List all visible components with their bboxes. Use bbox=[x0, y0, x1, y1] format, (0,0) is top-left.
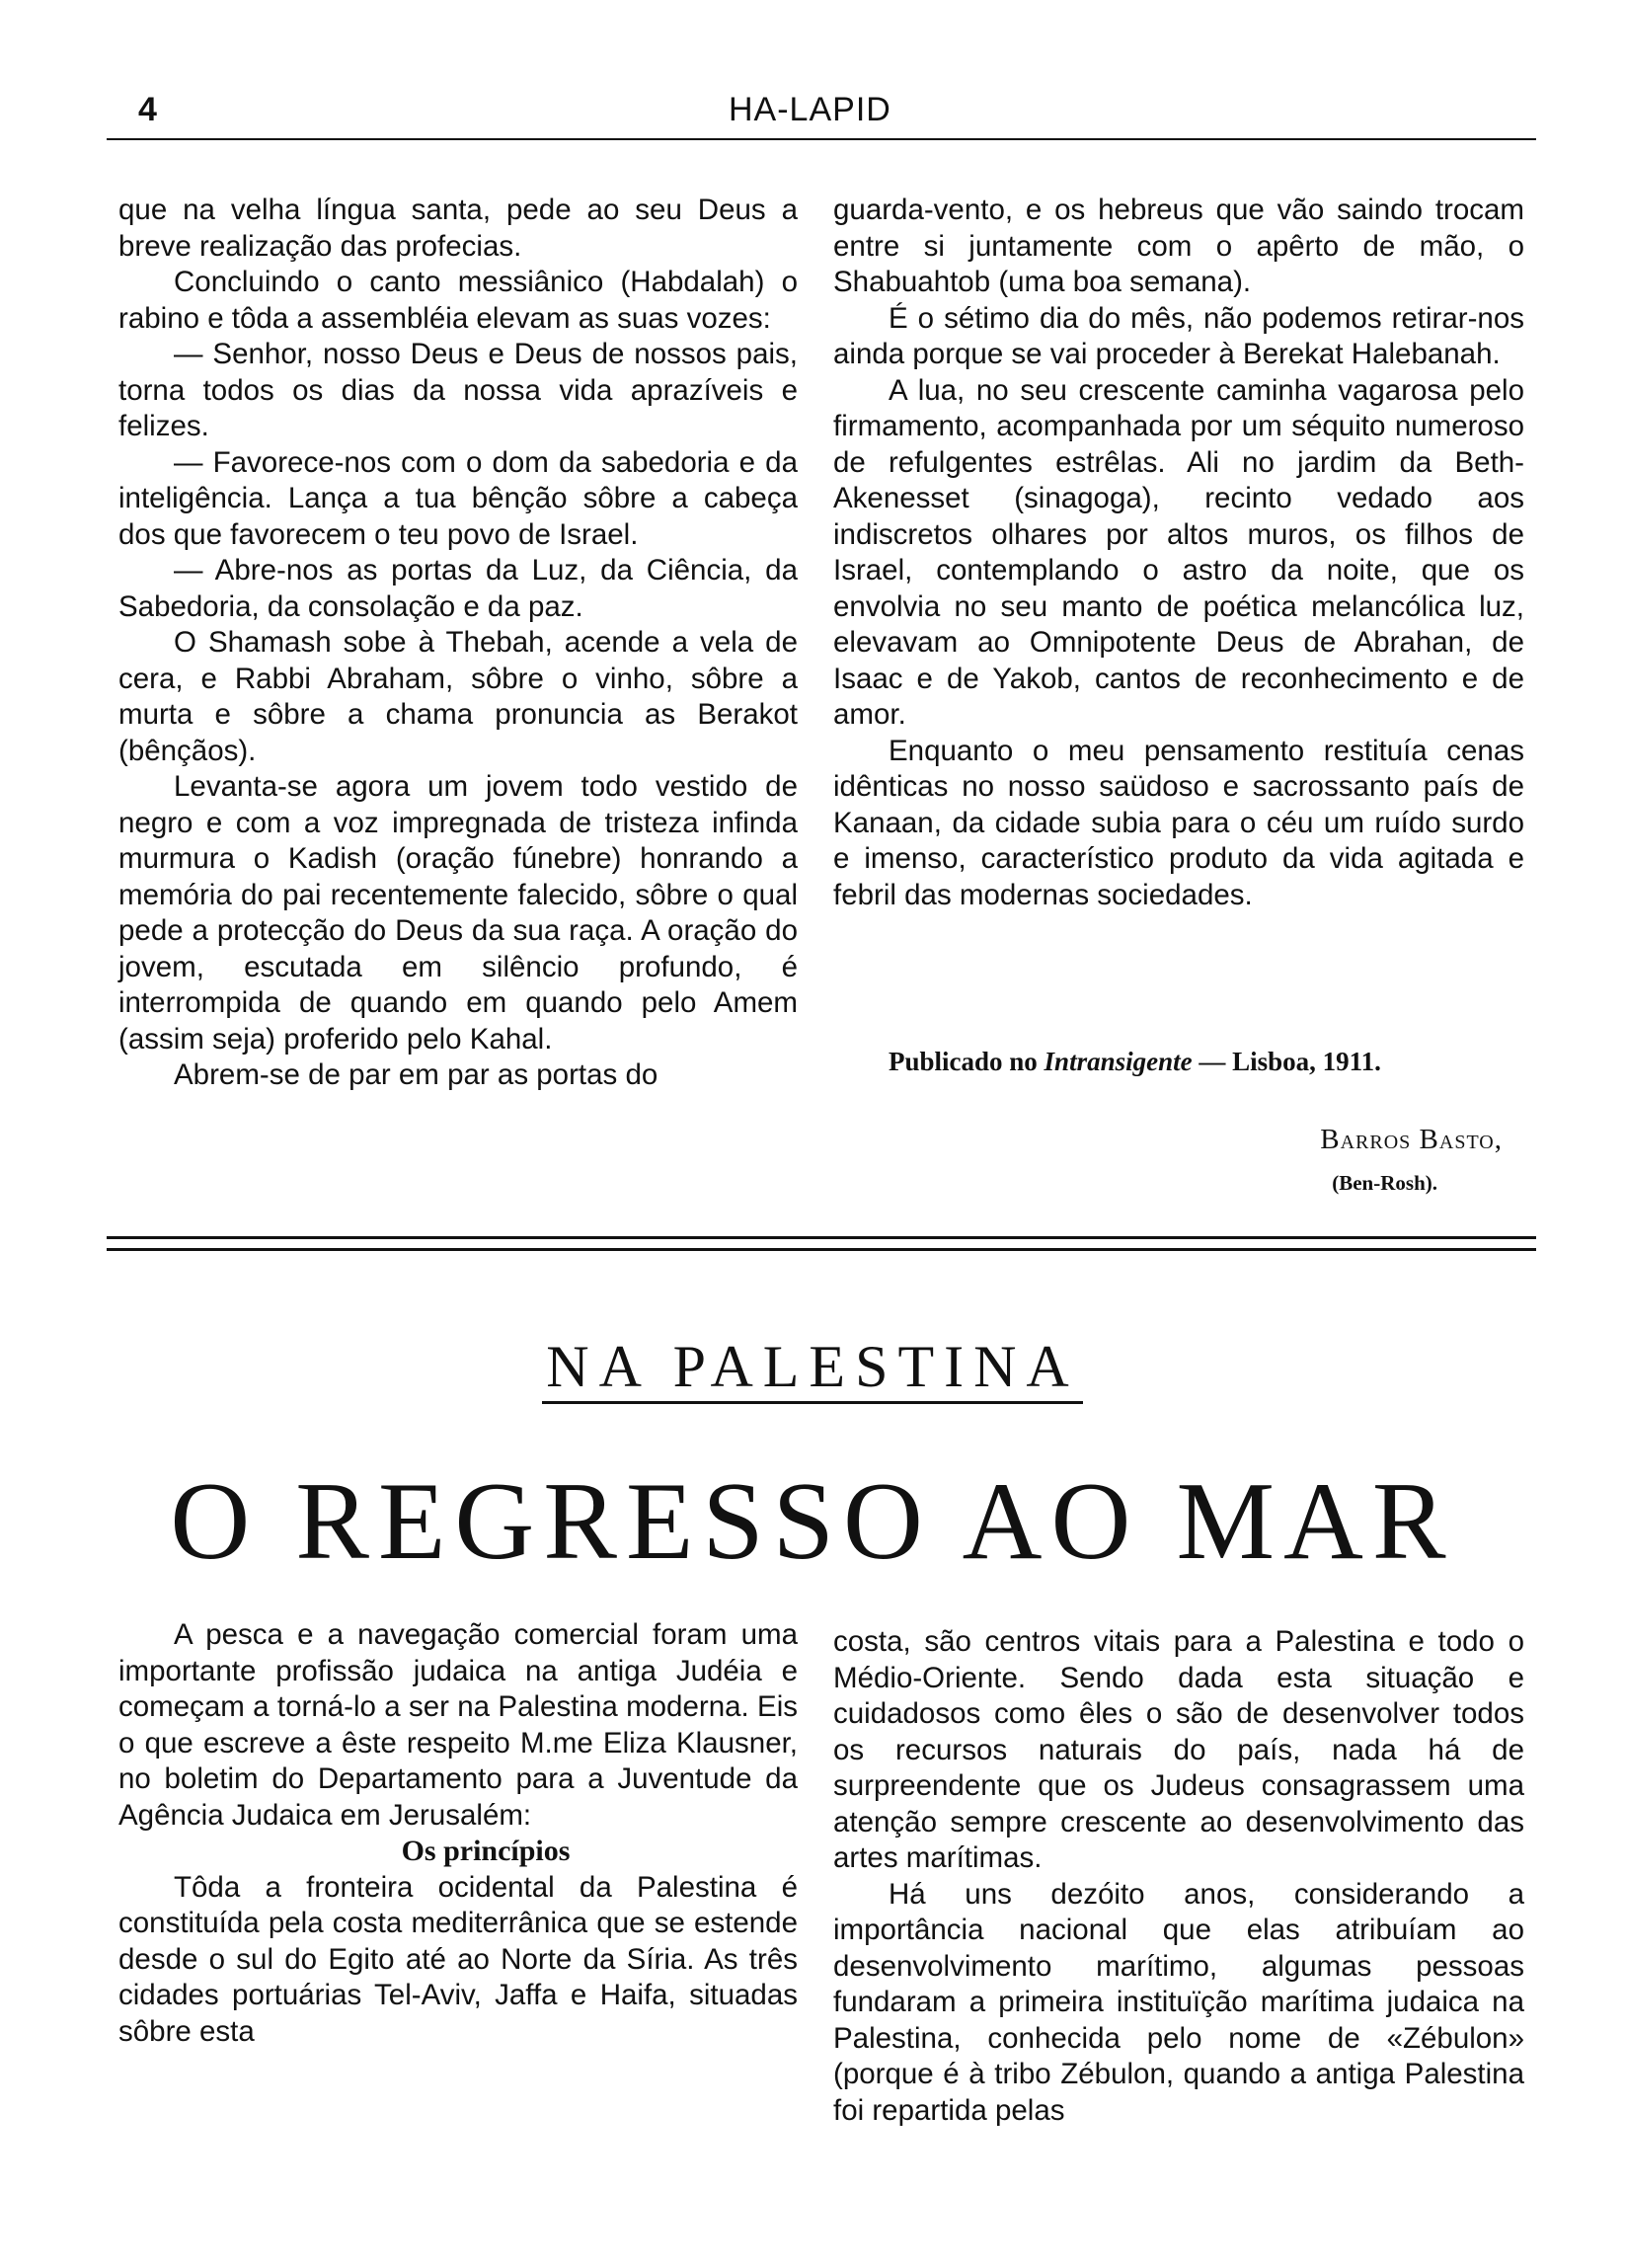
section-title-text: NA PALESTINA bbox=[542, 1334, 1083, 1404]
paragraph: É o sétimo dia do mês, não podemos retirar-nos ainda porque se vai proceder à Berekat Halebanah. bbox=[833, 301, 1524, 370]
paragraph: A pesca e a navegação comercial foram uma importante profissão judaica na antiga Judéia e começam a torná-lo a ser na Palestina moderna. Eis o que escreve a êste respeito M.me Eliza Klausner, no boletim do Departamento para a Juventude da Agência Judaica em Jerusalém: bbox=[118, 1618, 798, 1832]
paragraph: O Shamash sobe à Thebah, acende a vela de cera, e Rabbi Abraham, sôbre o vinho, sôbre a murta e sôbre a chama pronuncia as Berakot (bênçãos). bbox=[118, 626, 798, 767]
paragraph: Abrem-se de par em par as portas do bbox=[174, 1058, 658, 1091]
section-divider-bottom bbox=[107, 1248, 1536, 1251]
paragraph: — Senhor, nosso Deus e Deus de nossos pais, torna todos os dias da nossa vida aprazíveis e felizes. bbox=[118, 338, 798, 442]
section-divider-top bbox=[107, 1236, 1536, 1239]
page-number: 4 bbox=[138, 91, 157, 128]
publication-note bbox=[889, 1047, 1481, 1077]
paragraph: costa, são centros vitais para a Palestina e todo o Médio-Oriente. Sendo dada esta situação e cuidadosos como êles o são de desenvolver todos os recursos naturais do país, nada há de surpreendente que os Judeus consagrassem uma atenção sempre crescente ao desenvolvimento das artes marítimas. bbox=[833, 1625, 1524, 1874]
running-title: HA-LAPID bbox=[729, 91, 891, 128]
paragraph: guarda-vento, e os hebreus que vão saindo trocam entre si juntamente com o apêrto de mão, o Shabuahtob (uma boa semana). bbox=[833, 194, 1524, 298]
paragraph: que na velha língua santa, pede ao seu Deus a breve realização das profecias. bbox=[118, 194, 798, 263]
publication-suffix: — Lisboa, 1911. bbox=[1199, 1047, 1381, 1076]
article2-column-right bbox=[833, 1624, 1524, 2129]
paragraph: Levanta-se agora um jovem todo vestido de negro e com a voz impregnada de tristeza infinda murmura o Kadish (oração fúnebre) honrando a memória do pai recentemente falecido, sôbre o qual pede a protecção do Deus da sua raça. A oração do jovem, escutada em silêncio profundo, é interrompida de quando em quando pelo Amem (assim seja) proferido pelo Kahal. bbox=[118, 770, 798, 1056]
article-title: O REGRESSO AO MAR bbox=[170, 1460, 1455, 1583]
author-pseudonym: (Ben-Rosh). bbox=[1332, 1171, 1437, 1195]
paragraph: — Favorece-nos com o dom da sabedoria e da inteligência. Lança a tua bênção sôbre a cabeça dos que favorecem o teu povo de Israel. bbox=[118, 445, 798, 551]
paragraph: Enquanto o meu pensamento restituía cenas idênticas no nosso saüdoso e sacrossanto país de Kanaan, da cidade subia para o céu um ruído surdo e imenso, característico produto da vida agitada e febril das modernas sociedades. bbox=[833, 734, 1524, 911]
section-title bbox=[0, 1333, 1625, 1401]
author-name: Barros Basto, bbox=[1320, 1124, 1503, 1155]
paragraph: Tôda a fronteira ocidental da Palestina é constituída pela costa mediterrânica que se estende desde o sul do Egito até ao Norte da Síria. As três cidades portuárias Tel-Aviv, Jaffa e Haifa, situadas sôbre esta bbox=[118, 1870, 798, 2048]
paragraph: — Abre-nos as portas da Luz, da Ciência, da Sabedoria, da consolação e da paz. bbox=[118, 554, 798, 623]
article1-column-left bbox=[118, 193, 798, 1094]
subheading: Os princípios bbox=[401, 1835, 571, 1867]
publication-name: Intransigente bbox=[1044, 1047, 1193, 1076]
running-header bbox=[107, 91, 1536, 138]
publication-prefix: Publicado no bbox=[889, 1047, 1038, 1076]
header-rule bbox=[107, 138, 1536, 140]
article2-column-left bbox=[118, 1617, 798, 2050]
paragraph: Há uns dezóito anos, considerando a importância nacional que elas atribuíam ao desenvolvimento marítimo, algumas pessoas fundaram a primeira instituïção marítima judaica na Palestina, conhecida pelo nome de «Zébulon» (porque é à tribo Zébulon, quando a antiga Palestina foi repartida pelas bbox=[833, 1877, 1524, 2127]
paragraph: A lua, no seu crescente caminha vagarosa pelo firmamento, acompanhada por um séquito numeroso de refulgentes estrêlas. Ali no jardim da Beth-Akenesset (sinagoga), recinto vedado aos indiscretos olhares por altos muros, os filhos de Israel, contemplando o astro da noite, que os envolvia no seu manto de poética melancólica luz, elevavam ao Omnipotente Deus de Abrahan, de Isaac e de Yakob, cantos de reconhecimento e de amor. bbox=[833, 373, 1524, 731]
paragraph: Concluindo o canto messiânico (Habdalah) o rabino e tôda a assembléia elevam as suas vozes: bbox=[118, 266, 798, 335]
article1-column-right bbox=[833, 193, 1524, 913]
